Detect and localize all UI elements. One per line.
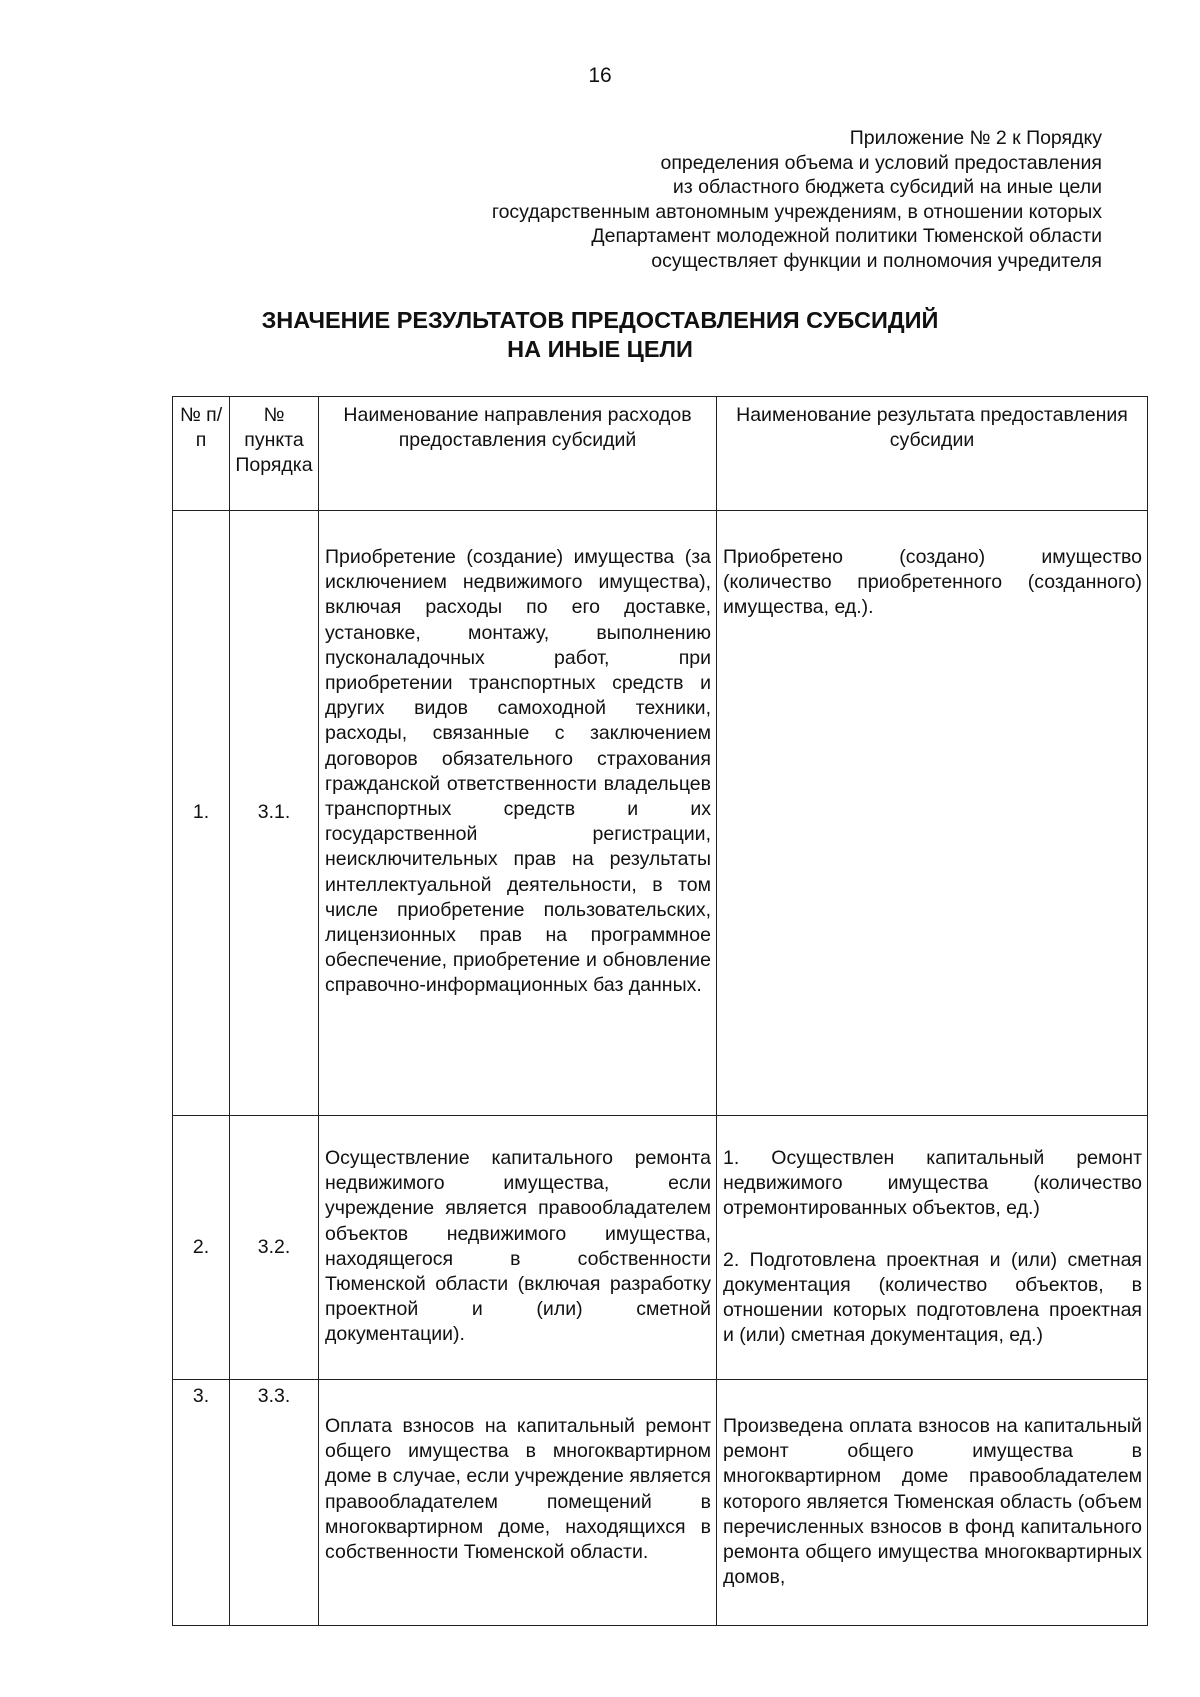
row-result [717, 1116, 1148, 1380]
row-result [717, 1380, 1148, 1626]
document-title [0, 306, 1200, 364]
row-num: 1. [173, 511, 230, 1116]
page-number: 16 [588, 64, 612, 87]
row-result [717, 511, 1148, 1116]
row-num: 2. [173, 1116, 230, 1380]
appendix-line: Департамент молодежной политики Тюменской области [591, 225, 1102, 248]
row-num: 3. [173, 1380, 230, 1626]
header-point: № пункта Порядка [230, 397, 319, 511]
appendix-line: определения объема и условий предоставления [660, 151, 1102, 174]
appendix-header [342, 126, 1102, 274]
row-direction: Приобретение (создание) имущества (за исключением недвижимого имущества), включая расходы по его доставке, установке, монтажу, выполнению пусконаладочных работ, при приобретении транспортных средств и других видов самоходной техники, расходы, связанные с заключением договоров обязательного страхования гражданской ответственности владельцев транспортных средств и их государственной регистрации, неисключительных прав на результаты интеллектуальной деятельности, в том числе приобретение пользовательских, лицензионных прав на программное обеспечение, приобретение и обновление справочно-информационных баз данных. [319, 511, 717, 1116]
appendix-line: государственным автономным учреждениям, в отношении которых [491, 200, 1102, 223]
row-direction: Оплата взносов на капитальный ремонт общего имущества в многоквартирном доме в случае, если учреждение является правообладателем помещений в многоквартирном доме, находящихся в собственности Тюменской области. [319, 1380, 717, 1626]
result-paragraph: 2. Подготовлена проектная и (или) сметная документация (количество объектов, в отношении которых подготовлена проектная и (или) сметная документация, ед.) [723, 1248, 1142, 1347]
table-row [173, 511, 1148, 1116]
header-direction: Наименование направления расходов предоставления субсидий [319, 397, 717, 511]
row-point: 3.1. [230, 511, 319, 1116]
table-header-row [173, 397, 1148, 511]
appendix-line: осуществляет функции и полномочия учредителя [651, 249, 1102, 272]
result-paragraph: Приобретено (создано) имущество (количество приобретенного (созданного) имущества, ед.). [723, 546, 1142, 619]
result-paragraph: Произведена оплата взносов на капитальный ремонт общего имущества в многоквартирном доме правообладателем которого является Тюменская область (объем перечисленных взносов в фонд капитального ремонта общего имущества многоквартирных домов, [723, 1415, 1142, 1589]
header-num: № п/п [173, 397, 230, 511]
table-row [173, 1116, 1148, 1380]
result-paragraph: 1. Осуществлен капитальный ремонт недвижимого имущества (количество отремонтированных объектов, ед.) [723, 1147, 1142, 1220]
header-result: Наименование результата предоставления субсидии [717, 397, 1148, 511]
row-direction: Осуществление капитального ремонта недвижимого имущества, если учреждение является правообладателем объектов недвижимого имущества, находящегося в собственности Тюменской области (включая разработку проектной и (или) сметной документации). [319, 1116, 717, 1380]
title-line: НА ИНЫЕ ЦЕЛИ [507, 336, 693, 362]
appendix-line: Приложение № 2 к Порядку [849, 127, 1102, 149]
table-row [173, 1380, 1148, 1626]
appendix-line: из областного бюджета субсидий на иные цели [672, 176, 1102, 199]
row-point: 3.3. [230, 1380, 319, 1626]
results-table [172, 396, 1148, 1626]
title-line: ЗНАЧЕНИЕ РЕЗУЛЬТАТОВ ПРЕДОСТАВЛЕНИЯ СУБСИДИЙ [261, 307, 939, 333]
row-point: 3.2. [230, 1116, 319, 1380]
